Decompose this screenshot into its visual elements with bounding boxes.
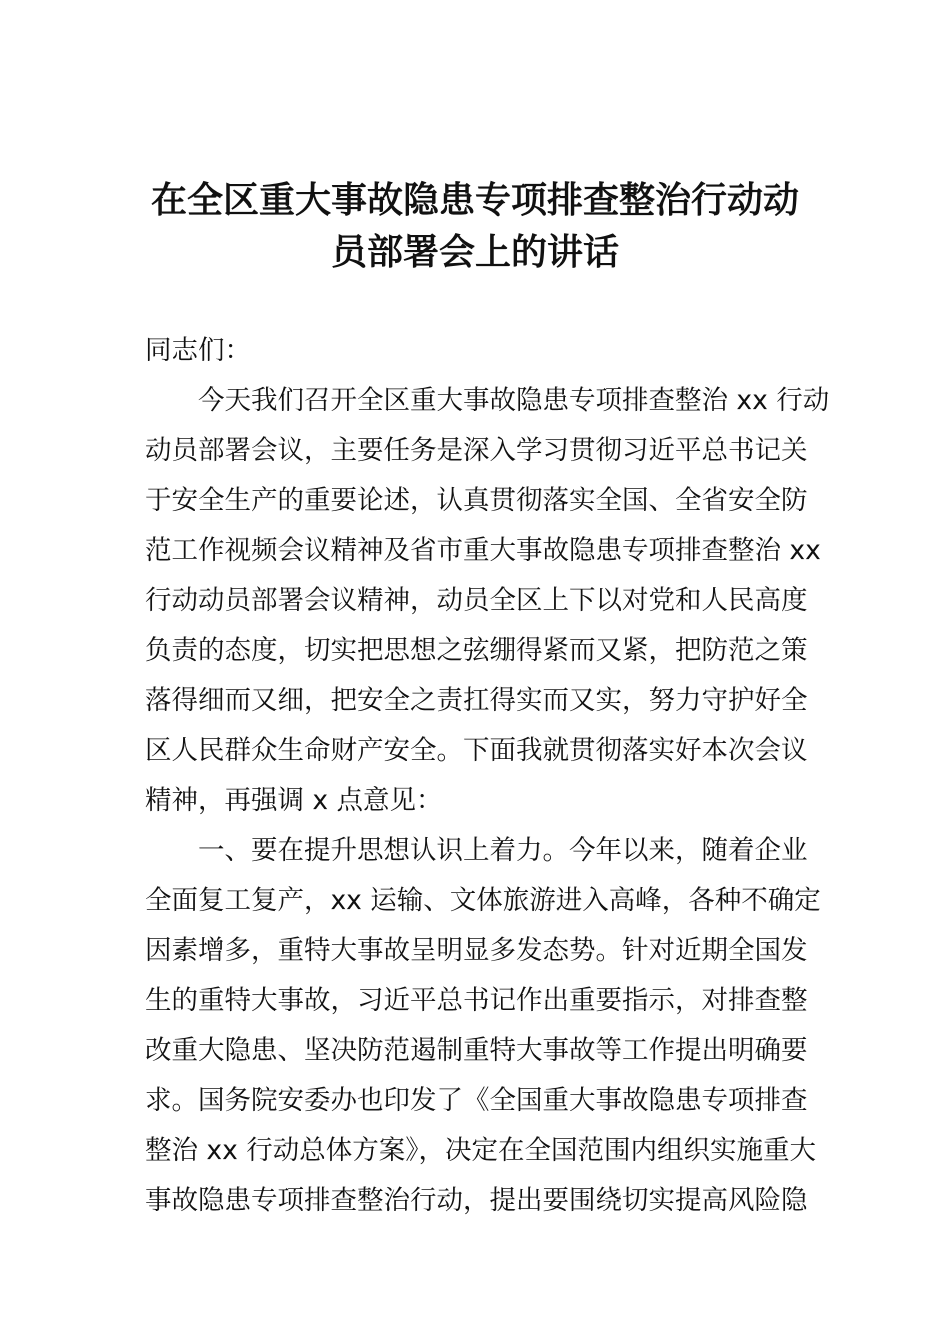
- body-line: 事故隐患专项排查整治行动，提出要围绕切实提高风险隐: [145, 1185, 808, 1216]
- body-line: 因素增多，重特大事故呈明显多发态势。针对近期全国发: [145, 935, 808, 966]
- body-line: 动员部署会议，主要任务是深入学习贯彻习近平总书记关: [145, 435, 808, 466]
- body-line: 一、要在提升思想认识上着力。今年以来，随着企业: [145, 835, 808, 866]
- body-line: 今天我们召开全区重大事故隐患专项排查整治 xx 行动: [145, 385, 830, 416]
- body-line: 于安全生产的重要论述，认真贯彻落实全国、全省安全防: [145, 485, 808, 516]
- body-line: 范工作视频会议精神及省市重大事故隐患专项排查整治 xx: [145, 535, 821, 566]
- document-title-line-1: 在全区重大事故隐患专项排查整治行动动: [150, 180, 799, 221]
- body-line: 全面复工复产，xx 运输、文体旅游进入高峰，各种不确定: [145, 885, 821, 916]
- document-title-line-2: 员部署会上的讲话: [330, 232, 619, 273]
- body-line: 改重大隐患、坚决防范遏制重特大事故等工作提出明确要: [145, 1035, 808, 1066]
- body-line: 求。国务院安委办也印发了《全国重大事故隐患专项排查: [145, 1085, 808, 1116]
- greeting: 同志们：: [145, 335, 251, 366]
- body-line: 落得细而又细，把安全之责扛得实而又实，努力守护好全: [145, 685, 808, 716]
- body-line: 精神，再强调 x 点意见：: [145, 785, 443, 816]
- body-line: 生的重特大事故，习近平总书记作出重要指示，对排查整: [145, 985, 808, 1016]
- body-line: 行动动员部署会议精神，动员全区上下以对党和人民高度: [145, 585, 808, 616]
- body-line: 整治 xx 行动总体方案》，决定在全国范围内组织实施重大: [145, 1135, 816, 1166]
- body-line: 区人民群众生命财产安全。下面我就贯彻落实好本次会议: [145, 735, 808, 766]
- body-line: 负责的态度，切实把思想之弦绷得紧而又紧，把防范之策: [145, 635, 808, 666]
